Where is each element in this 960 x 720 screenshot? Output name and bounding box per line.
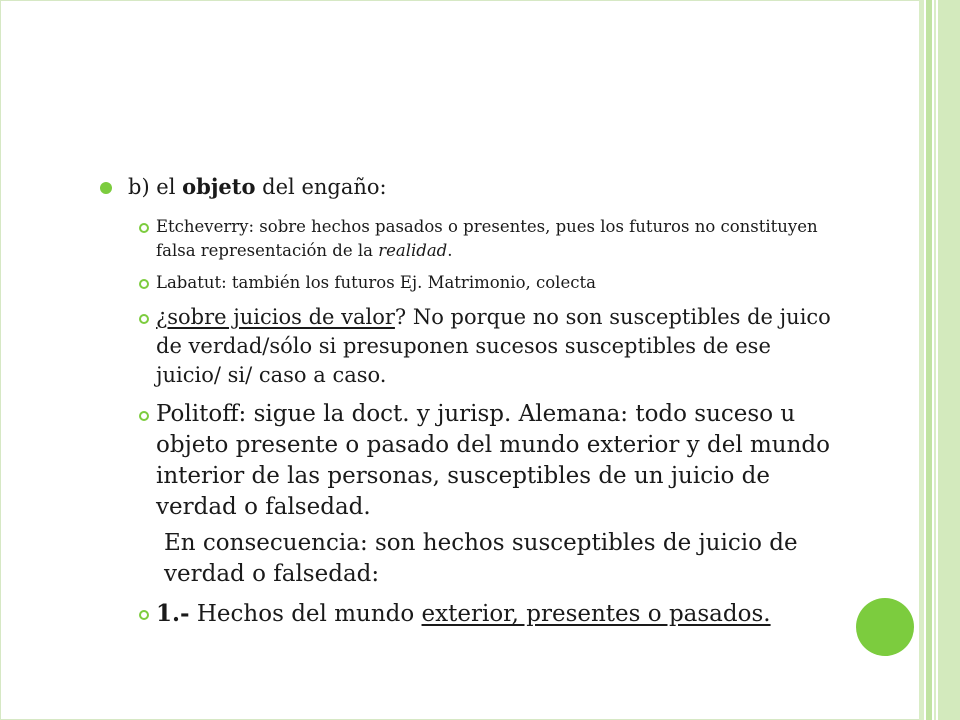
heading-bold-word: objeto [182,174,256,199]
etcheverry-end: . [447,241,453,260]
sub-bullet-labatut [100,271,840,295]
bullet-ring-icon [139,411,149,421]
decorative-stripe [919,0,924,720]
juicios-underlined: ¿sobre juicios de valor [156,305,395,329]
slide-content [100,173,840,635]
consecuencia-text: En consecuencia: son hechos susceptibles de juicio de verdad o falsedad: [164,530,798,587]
decorative-stripe [934,0,936,720]
bullet-ring-icon [139,223,149,233]
politoff-text: Politoff: sigue la doct. y jurisp. Alemana: todo suceso u objeto presente o pasado del mundo exterior y del mundo interior de las personas, susceptibles de un juicio de verdad o falsedad. [156,401,830,520]
heading-prefix: b) el [128,175,183,199]
decorative-green-circle [856,598,914,656]
bullet-ring-icon [139,610,149,620]
labatut-text: Labatut: también los futuros Ej. Matrimonio, colecta [156,273,596,292]
heading-bullet [100,173,840,201]
etcheverry-italic: realidad [378,241,448,260]
sub-bullet-etcheverry [100,215,840,263]
sub-bullet-hechos [100,598,840,630]
bullet-ring-icon [139,314,149,324]
decorative-stripe [938,0,960,720]
bullet-ring-icon [139,279,149,289]
bullet-dot-icon [100,182,112,194]
hechos-number: 1.- [156,600,190,627]
etcheverry-text: Etcheverry: sobre hechos pasados o presentes, pues los futuros no constituyen falsa representación de la [156,217,818,260]
continuation-consecuencia [100,528,840,590]
heading-suffix: del engaño: [255,175,387,199]
sub-bullet-politoff [100,399,840,523]
hechos-underlined: exterior, presentes o pasados. [421,601,771,627]
sub-bullet-juicios [100,303,840,390]
juicios-rest: ? No porque no son susceptibles de juico de verdad/sólo si presuponen sucesos susceptibles de ese juicio/ si/ caso a caso. [156,305,831,387]
decorative-stripe [926,0,932,720]
hechos-middle: Hechos del mundo [189,601,422,627]
